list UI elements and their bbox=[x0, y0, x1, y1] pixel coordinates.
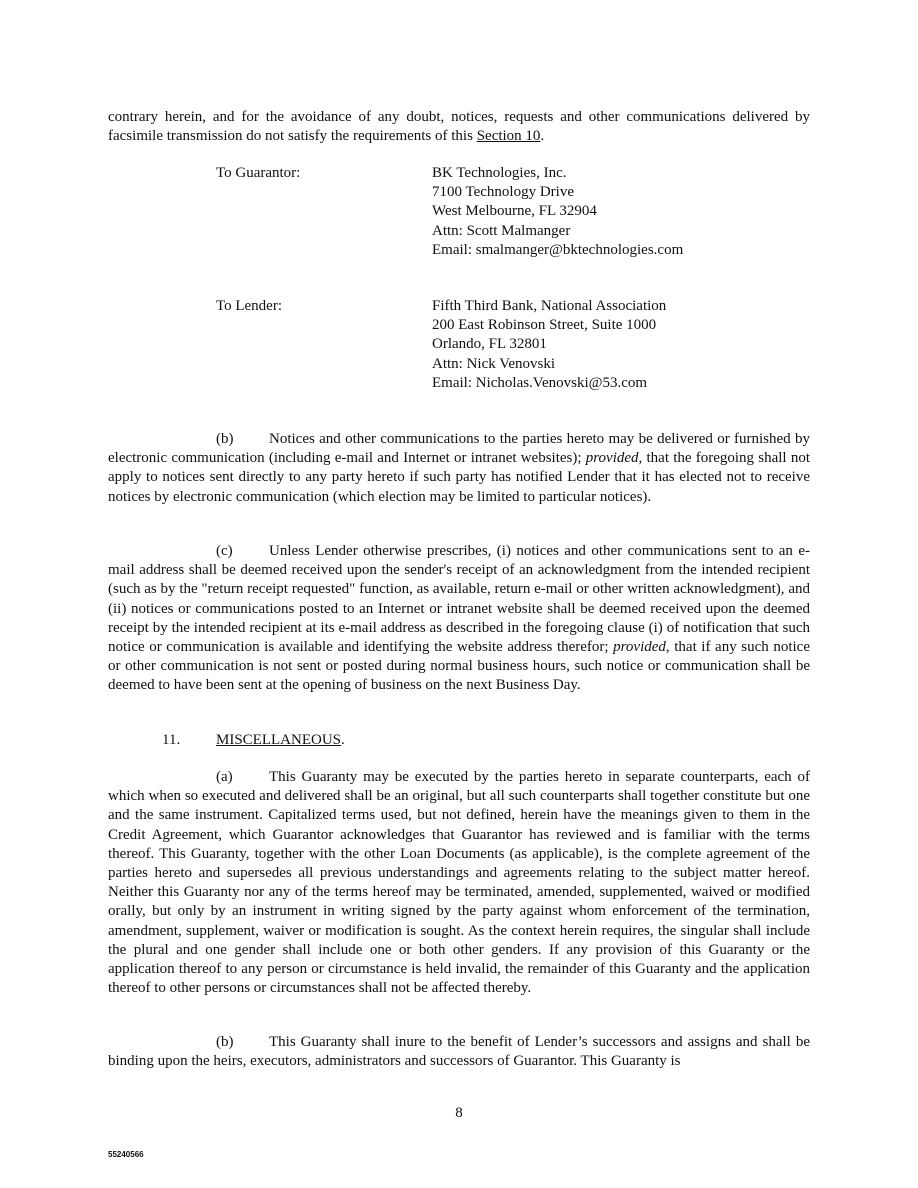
paragraph-text: This Guaranty shall inure to the benefit of Lender’s successors and assigns and shall be binding upon the heirs, executors, administrators and successors of Guarantor. This Guaranty is bbox=[108, 1034, 810, 1070]
paragraph-label: (b) bbox=[216, 1034, 234, 1050]
paragraph-c bbox=[108, 542, 810, 696]
paragraph-text: Unless Lender otherwise prescribes, (i) notices and other communications sent to an e-mail address shall be deemed received upon the sender's receipt of an acknowledgment from the intended recipient (such as by the "return receipt requested" function, as available, return e-mail or other written acknowledgment), and (ii) notices or communications posted to an Internet or intranet website shall be deemed received upon the deemed receipt by the intended recipient at its e-mail address as described in the foregoing clause (i) of notification that such notice or communication is available and identifying the website address therefor; bbox=[108, 543, 810, 656]
paragraph-label: (c) bbox=[216, 543, 233, 559]
italic-term: provided bbox=[585, 450, 639, 467]
paragraph-text: Notices and other communications to the parties hereto may be delivered or furnished by electronic communication (including e-mail and Internet or intranet websites); bbox=[108, 431, 810, 467]
section-heading bbox=[162, 731, 345, 750]
address-line: BK Technologies, Inc. bbox=[432, 165, 567, 181]
lender-address bbox=[432, 297, 792, 393]
address-line: Attn: Nick Venovski bbox=[432, 355, 556, 372]
paragraph-b bbox=[108, 430, 810, 507]
section-title: MISCELLANEOUS bbox=[216, 732, 342, 748]
paragraph-text: This Guaranty may be executed by the parties hereto in separate counterparts, each of which when so executed and delivered shall be an original, but all such counterparts shall together constitute but one and the same instrument. Capitalized terms used, but not defined, herein have the meanings given to them in the Credit Agreement, which Guarantor acknowledges that Guarantor has reviewed and is familiar with the terms thereof. This Guaranty, together with the other Loan Documents (as applicable), is the complete agreement of the parties hereto and supersedes all previous understandings and agreements relating to the subject matter hereof. Neither this Guaranty nor any of the terms hereof may be terminated, amended, supplemented, waived or modified orally, but only by an instrument in writing signed by the party against whom enforcement of the termination, amendment, supplement, waiver or modification is sought. As the context herein requires, the singular shall include the plural and one gender shall include one or both other genders. If any provision of this Guaranty or the application thereof to any person or circumstance is held invalid, the remainder of this Guaranty and the application thereof to other persons or circumstances shall not be affected thereby. bbox=[108, 769, 810, 997]
intro-text: contrary herein, and for the avoidance of any doubt, notices, requests and other communications delivered by facsimile transmission do not satisfy the requirements of this bbox=[108, 109, 810, 145]
address-line: Email: Nicholas.Venovski@53.com bbox=[432, 374, 648, 391]
page-number: 8 bbox=[455, 1105, 463, 1121]
section-reference: Section 10 bbox=[476, 128, 541, 145]
paragraph-text-cont: , that the foregoing shall not apply to notices sent directly to any party hereto if such party has notified Lender that it has elected not to receive notices by electronic communication (which election may be limited to particular notices). bbox=[108, 450, 810, 505]
lender-label: To Lender: bbox=[216, 298, 283, 314]
guarantor-address bbox=[432, 164, 792, 260]
document-id: 55240566 bbox=[108, 1150, 144, 1159]
section-number: 11. bbox=[162, 732, 181, 748]
address-line: 7100 Technology Drive bbox=[432, 184, 574, 201]
paragraph-label: (b) bbox=[216, 431, 234, 447]
section-title-suffix: . bbox=[341, 732, 345, 748]
italic-term: provided bbox=[613, 639, 666, 656]
address-line: West Melbourne, FL 32904 bbox=[432, 203, 597, 220]
paragraph-11a bbox=[108, 768, 810, 998]
intro-paragraph bbox=[108, 108, 810, 146]
guarantor-label: To Guarantor: bbox=[216, 165, 301, 181]
address-line: Orlando, FL 32801 bbox=[432, 336, 547, 353]
paragraph-label: (a) bbox=[216, 769, 233, 785]
address-line: Attn: Scott Malmanger bbox=[432, 222, 571, 239]
address-line: 200 East Robinson Street, Suite 1000 bbox=[432, 317, 657, 334]
intro-text-end: . bbox=[540, 128, 545, 145]
address-line: Fifth Third Bank, National Association bbox=[432, 298, 667, 314]
paragraph-11b bbox=[108, 1033, 810, 1071]
address-line: Email: smalmanger@bktechnologies.com bbox=[432, 241, 684, 258]
paragraph-text-cont: , that if any such notice or other communication is not sent or posted during normal business hours, such notice or communication shall be deemed to have been sent at the opening of business on the next Business Day. bbox=[108, 639, 810, 694]
